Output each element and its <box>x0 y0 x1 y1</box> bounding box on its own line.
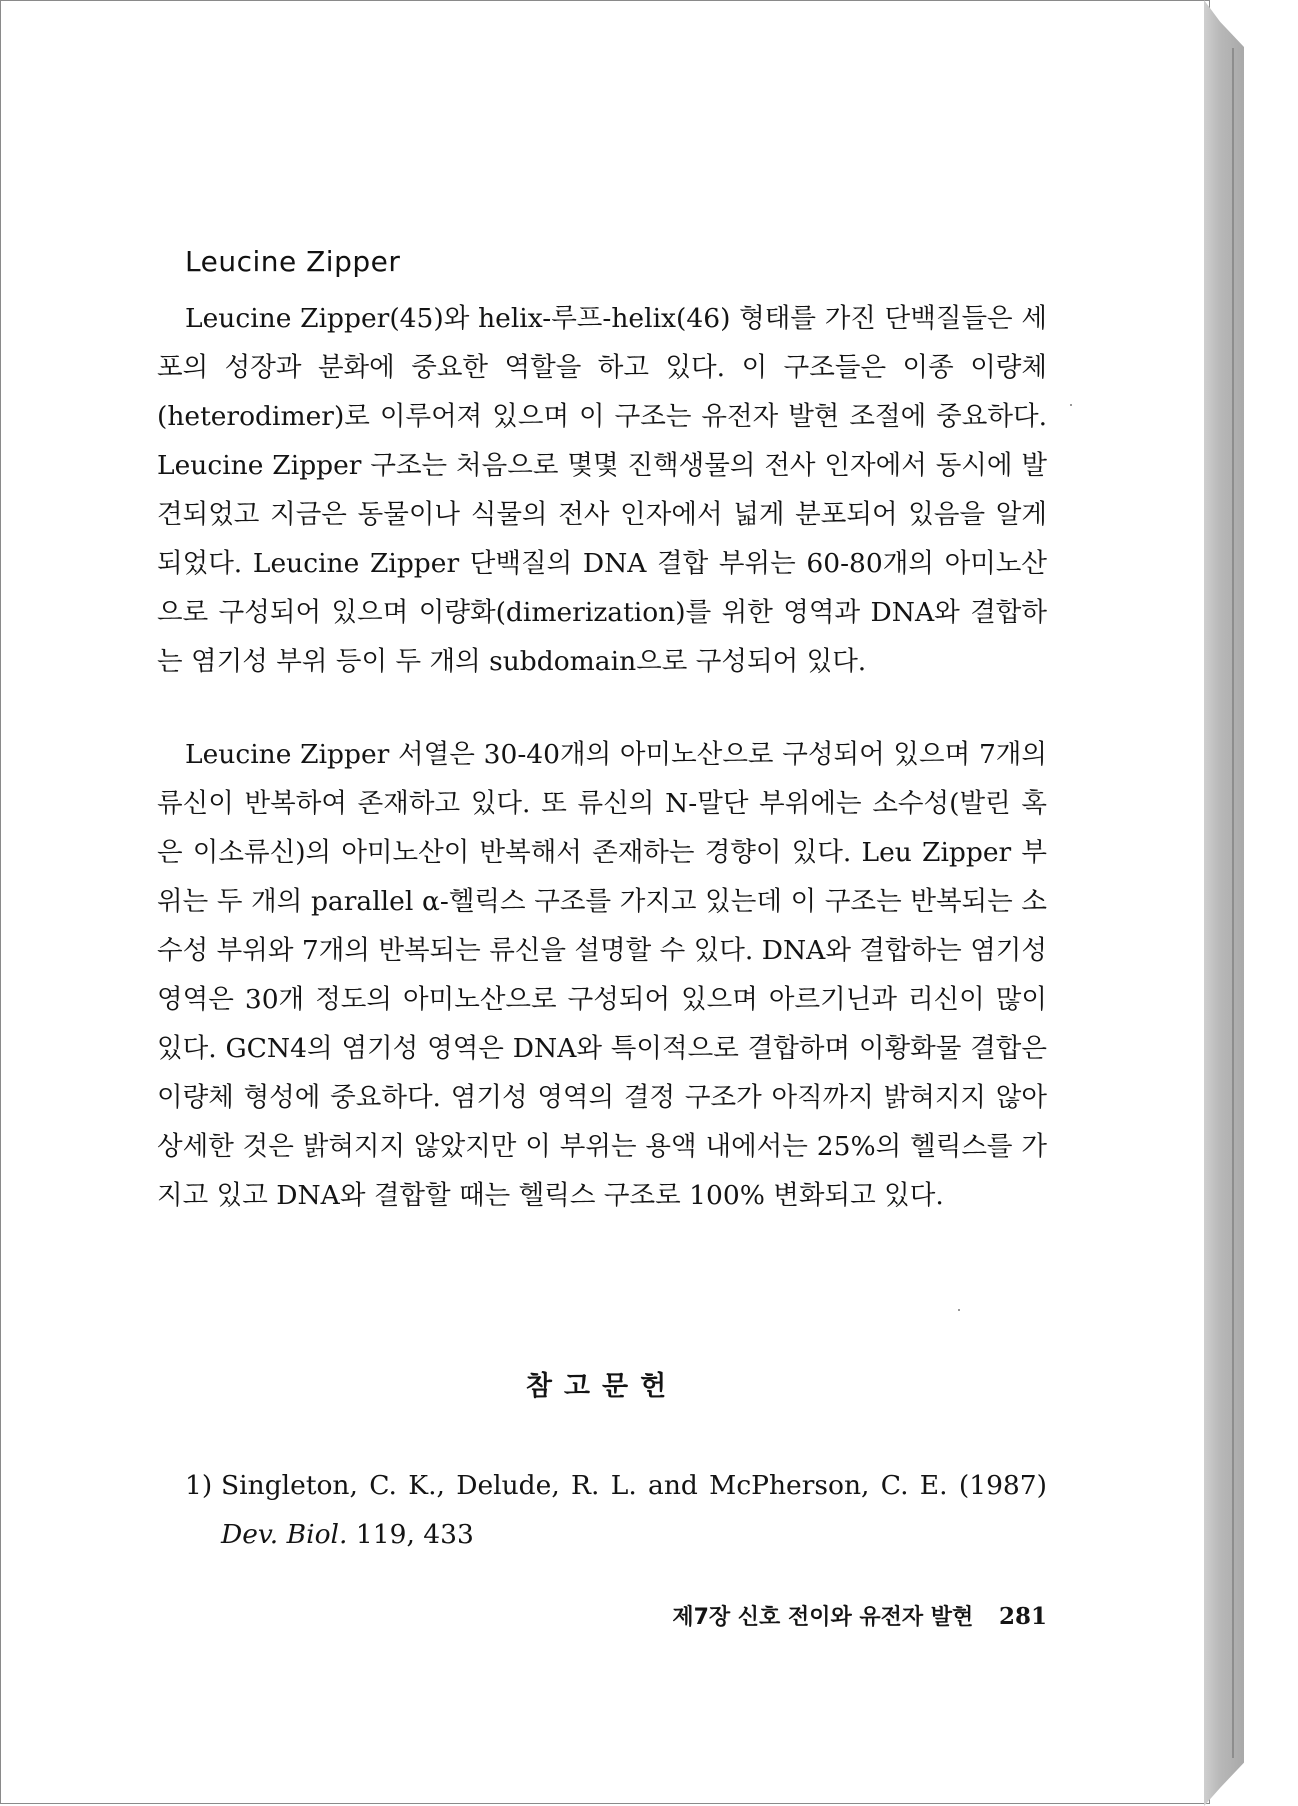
page-stack-edge <box>1204 0 1244 1806</box>
footer-chapter-title: 제7장 신호 전이와 유전자 발현 <box>672 1605 974 1630</box>
reference-citation: 119, 433 <box>347 1519 474 1550</box>
body-paragraph-1: Leucine Zipper(45)와 helix-루프-helix(46) 형태를 가진 단백질들은 세포의 성장과 분화에 중요한 역할을 하고 있다. 이 구조들은 이종 이량체(heterodimer)로 이루어져 있으며 이 구조는 유전자 발현 조절에 중요하다. Leucine Zipper 구조는 처음으로 몇몇 진핵생물의 전사 인자에서 동시에 발견되었고 지금은 동물이나 식물의 전사 인자에서 넓게 분포되어 있음을 알게 되었다. Leucine Zipper 단백질의 DNA 결합 부위는 60-80개의 아미노산으로 구성되어 있으며 이량화(dimerization)를 위한 영역과 DNA와 결합하는 염기성 부위 등이 두 개의 subdomain으로 구성되어 있다. <box>157 303 1047 677</box>
reference-journal: Dev. <box>221 1519 279 1550</box>
page-number: 281 <box>998 1603 1047 1630</box>
section-heading: Leucine Zipper <box>185 245 401 278</box>
page-edge-line <box>1232 48 1234 1758</box>
references-title: 참고문헌 <box>525 1371 679 1402</box>
reference-item <box>157 1461 1047 1559</box>
reference-body <box>221 1461 1047 1559</box>
reference-text: Singleton, C. K., Delude, R. L. and McPherson, C. E. (1987) <box>221 1470 1047 1501</box>
scan-speck <box>1070 404 1072 406</box>
reference-journal-cont: Biol. <box>286 1519 348 1550</box>
reference-number: 1) <box>185 1470 213 1501</box>
scan-speck <box>958 1309 960 1311</box>
body-paragraph-2: Leucine Zipper 서열은 30-40개의 아미노산으로 구성되어 있으며 7개의 류신이 반복하여 존재하고 있다. 또 류신의 N-말단 부위에는 소수성(발린 혹은 이소류신)의 아미노산이 반복해서 존재하는 경향이 있다. Leu Zipper 부위는 두 개의 parallel α-헬릭스 구조를 가지고 있는데 이 구조는 반복되는 소수성 부위와 7개의 반복되는 류신을 설명할 수 있다. DNA와 결합하는 염기성 영역은 30개 정도의 아미노산으로 구성되어 있으며 아르기닌과 리신이 많이 있다. GCN4의 염기성 영역은 DNA와 특이적으로 결합하며 이황화물 결합은 이량체 형성에 중요하다. 염기성 영역의 결정 구조가 아직까지 밝혀지지 않아 상세한 것은 밝혀지지 않았지만 이 부위는 용액 내에서는 25%의 헬릭스를 가지고 있고 DNA와 결합할 때는 헬릭스 구조로 100% 변화되고 있다. <box>157 739 1047 1211</box>
running-footer <box>672 1600 1047 1631</box>
